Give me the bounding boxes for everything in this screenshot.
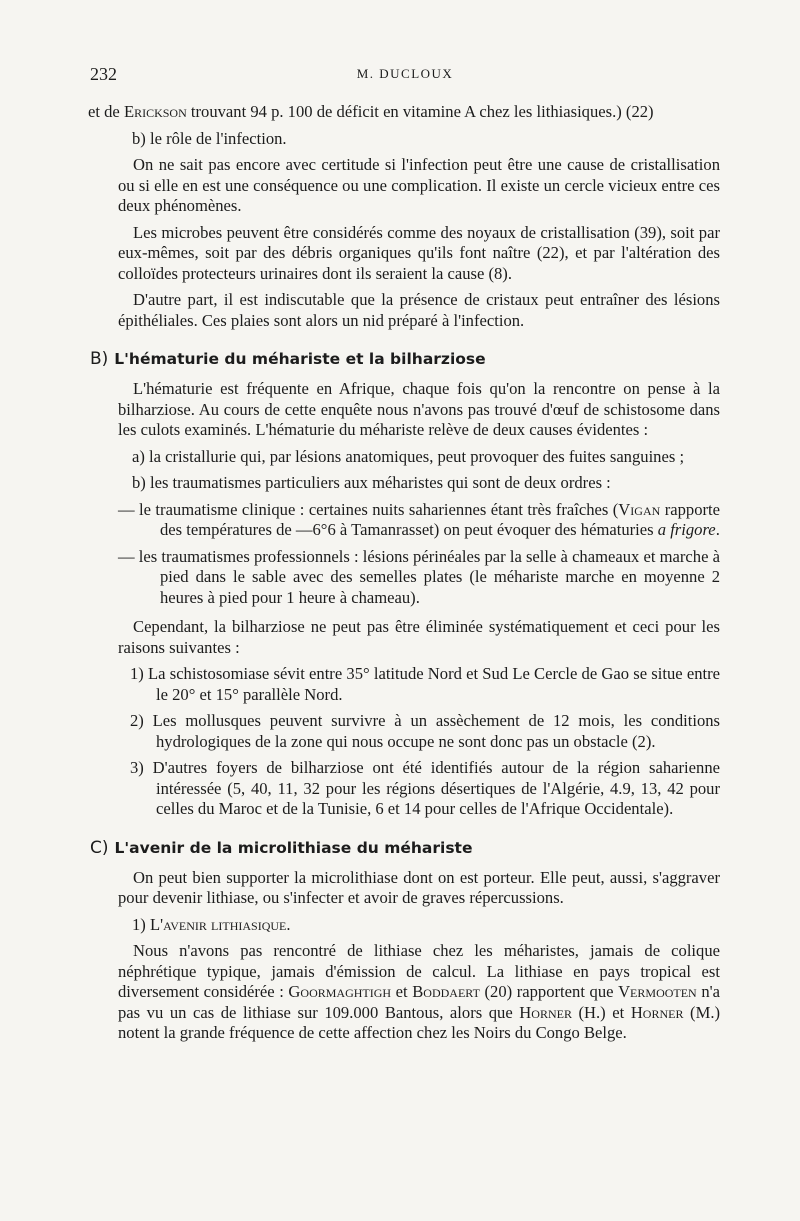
page-header	[90, 64, 720, 86]
author-name: Horner	[630, 1002, 684, 1022]
subheading-title: L'avenir lithiasique.	[149, 914, 291, 934]
list-item: 2) Les mollusques peuvent survivre à un assèchement de 12 mois, les conditions hydrologiques de la zone qui nous occupe ne sont donc pas un obstacle (2).	[130, 711, 720, 751]
paragraph: b) le rôle de l'infection.	[132, 128, 287, 148]
list-item: 3) D'autres foyers de bilharziose ont été identifiés autour de la région saharienne intéressée (5, 40, 11, 32 pour les régions désertiques de l'Algérie, 4.9, 13, 42 pour celles du Maroc et de la Tunisie, 6 et 14 pour celles de l'Afrique Occidentale).	[130, 758, 720, 818]
text-span: rapporte des températures de —6°6 à Tamanrasset) on peut évoquer des hématuries	[160, 499, 720, 539]
text-span: (H.) et	[571, 1002, 631, 1022]
author-name: Horner	[519, 1002, 572, 1022]
paragraph	[88, 102, 720, 123]
section-letter: B)	[90, 349, 109, 369]
section-title: L'hématurie du méhariste et la bilharziose	[114, 350, 486, 368]
paragraph: b) les traumatismes particuliers aux méharistes qui sont de deux ordres :	[132, 473, 611, 492]
author-name: Goormaghtigh	[288, 982, 392, 1001]
paragraph: On ne sait pas encore avec certitude si l'infection peut être une cause de cristallisation ou si elle en est une conséquence ou une complication. Il existe un cercle vicieux entre ces deux phénomènes.	[118, 155, 720, 215]
section-heading	[90, 349, 720, 369]
paragraph: Les microbes peuvent être considérés comme des noyaux de cristallisation (39), soit par eux-mêmes, soit par des débris organiques qu'ils font naître (22), et par l'altération des colloïdes protecteurs urinaires dont ils seraient la cause (8).	[118, 222, 720, 283]
list-item	[118, 500, 720, 541]
text-span: Nous n'avons pas rencontré de lithiase chez les méharistes, jamais de colique néphrétique typique, jamais d'émission de calcul. La lithiase en pays tropical est diversement considérée :	[118, 941, 720, 1001]
section-title: L'avenir de la microlithiase du méhariste	[114, 838, 473, 857]
text-span: 1)	[132, 914, 150, 934]
author-name: Erickson	[123, 102, 187, 121]
text-span: et	[391, 982, 413, 1001]
paragraph: a) la cristallurie qui, par lésions anatomiques, peut provoquer des fuites sanguines ;	[132, 446, 685, 466]
author-name: Vigan	[618, 499, 661, 519]
text-span: (20) rapportent que	[479, 982, 619, 1001]
subheading	[118, 915, 720, 936]
text-span: .	[715, 520, 720, 539]
author-name: Vermooten	[618, 982, 697, 1001]
text-span: et de	[88, 102, 124, 121]
italic-text: a frigore	[657, 520, 716, 539]
paragraph: L'hématurie est fréquente en Afrique, chaque fois qu'on la rencontre on pense à la bilharziose. Au cours de cette enquête nous n'avons pas trouvé d'œuf de schistosome dans les culots examinés. L'hématurie du méhariste relève de deux causes évidentes :	[118, 379, 720, 439]
paragraph: Cependant, la bilharziose ne peut pas être éliminée systématiquement et ceci pour les raisons suivantes :	[118, 617, 720, 657]
paragraph	[118, 941, 720, 1044]
text-span: (M.) notent la grande fréquence de cette affection chez les Noirs du Congo Belge.	[118, 1002, 721, 1042]
text-span: trouvant 94 p. 100 de déficit en vitamine A chez les lithiasiques.) (22)	[186, 102, 654, 121]
list-item: 1) La schistosomiase sévit entre 35° latitude Nord et Sud Le Cercle de Gao se situe entre le 20° et 15° parallèle Nord.	[130, 664, 720, 704]
text-span: — le traumatisme clinique : certaines nuits sahariennes étant très fraîches (	[118, 499, 619, 519]
paragraph: D'autre part, il est indiscutable que la présence de cristaux peut entraîner des lésions épithéliales. Ces plaies sont alors un nid préparé à l'infection.	[118, 290, 720, 330]
author-name: Boddaert	[412, 982, 480, 1001]
section-heading	[90, 838, 720, 858]
paragraph: On peut bien supporter la microlithiase dont on est porteur. Elle peut, aussi, s'aggraver pour devenir lithiase, ou s'infecter et avoir de graves répercussions.	[118, 867, 720, 907]
text-span: n'a pas vu un cas de lithiase sur 109.000 Bantous, alors que	[118, 982, 720, 1022]
section-letter: C)	[90, 837, 109, 858]
running-head: M. DUCLOUX	[356, 66, 454, 81]
body-text	[88, 102, 721, 1044]
page-number: 232	[90, 64, 117, 84]
list-item: — les traumatismes professionnels : lésions périnéales par la selle à chameaux et marche à pied dans le sable avec des semelles plates (le méhariste marche en moyenne 2 heures à pied pour 1 heure à chameau).	[118, 546, 720, 607]
